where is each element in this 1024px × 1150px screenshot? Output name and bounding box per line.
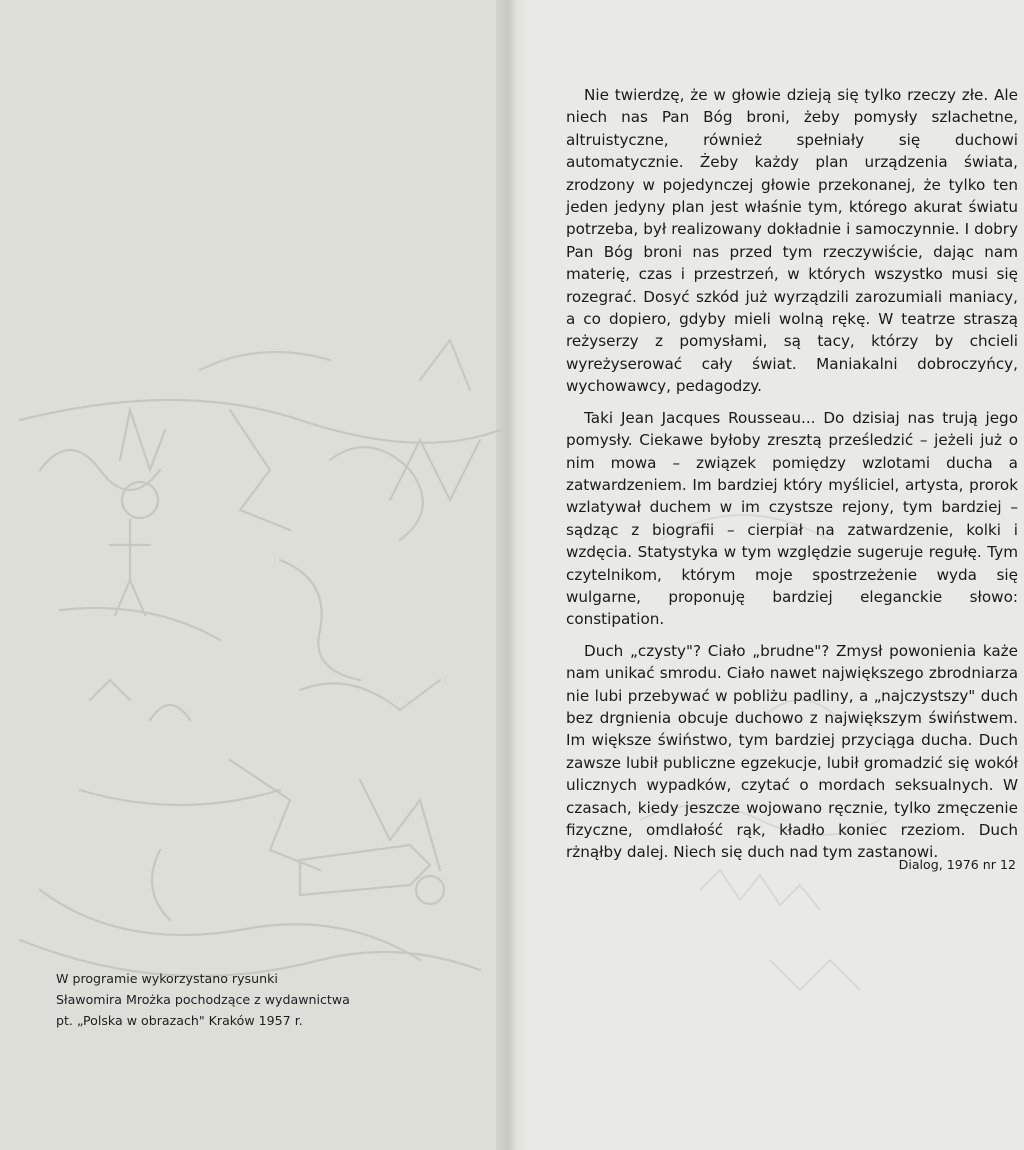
paragraph: Taki Jean Jacques Rousseau... Do dzisiaj nas trują jego pomysły. Ciekawe byłoby zresztą prześledzić – jeżeli już o nim mowa – związek pomiędzy wzlotami ducha a zatwardzeniem. Im bardziej który myśliciel, artysta, prorok wzlatywał duchem w im czystsze rejony, tym bardziej – sądząc z biografii – cierpiał na zatwardzenie, kolki i wzdęcia. Statystyka w tym względzie sugeruje regułę. Tym czytelnikom, którym moje spostrzeżenie wyda się wulgarne, proponuję bardziej eleganckie słowo: constipation.	[566, 408, 1018, 629]
paragraph: Duch „czysty"? Ciało „brudne"? Zmysł powonienia każe nam unikać smrodu. Ciało nawet największego zbrodniarza nie lubi przebywać w pobliżu padliny, a „najczystszy" duch bez drgnienia obcuje duchowo z największym świństwem. Im większe świństwo, tym bardziej przyciąga ducha. Duch zawsze lubił publiczne egzekucje, lubił gromadzić się wokół ulicznych wypadków, czytać o mordach seksualnych. W czasach, kiedy jeszcze wojowano ręcznie, tylko zmęczenie fizyczne, omdlałość rąk, kładło koniec rzeziom. Duch rżnąłby dalej. Niech się duch nad tym zastanowi.	[566, 641, 1018, 862]
caption-line: Sławomira Mrożka pochodzące z wydawnictwa	[56, 992, 350, 1007]
paragraph: Nie twierdzę, że w głowie dzieją się tylko rzeczy złe. Ale niech nas Pan Bóg broni, żeby pomysły szlachetne, altruistyczne, również spełniały się duchowi automatycznie. Żeby każdy plan urządzenia świata, zrodzony w pojedynczej głowie przekonanej, że tylko ten jeden jedyny plan jest właśnie tym, którego akurat światu potrzeba, był realizowany dokładnie i samoczynnie. I dobry Pan Bóg broni nas przed tym rzeczywiście, dając nam materię, czas i przestrzeń, w których wszystko musi się rozegrać. Dosyć szkód już wyrządzili zarozumiali maniacy, a co dopiero, gdyby mieli wolną rękę. W teatrze straszą reżyserzy z pomysłami, są tacy, którzy by chcieli wyreżyserować cały świat. Maniakalni dobroczyńcy, wychowawcy, pedagodzy.	[566, 86, 1018, 396]
source-citation: Dialog, 1976 nr 12	[898, 857, 1016, 872]
caption-line: W programie wykorzystano rysunki	[56, 971, 278, 986]
essay-text	[566, 84, 1018, 873]
illustration-credit-caption	[56, 968, 386, 1031]
caption-line: pt. „Polska w obrazach" Kraków 1957 r.	[56, 1013, 303, 1028]
